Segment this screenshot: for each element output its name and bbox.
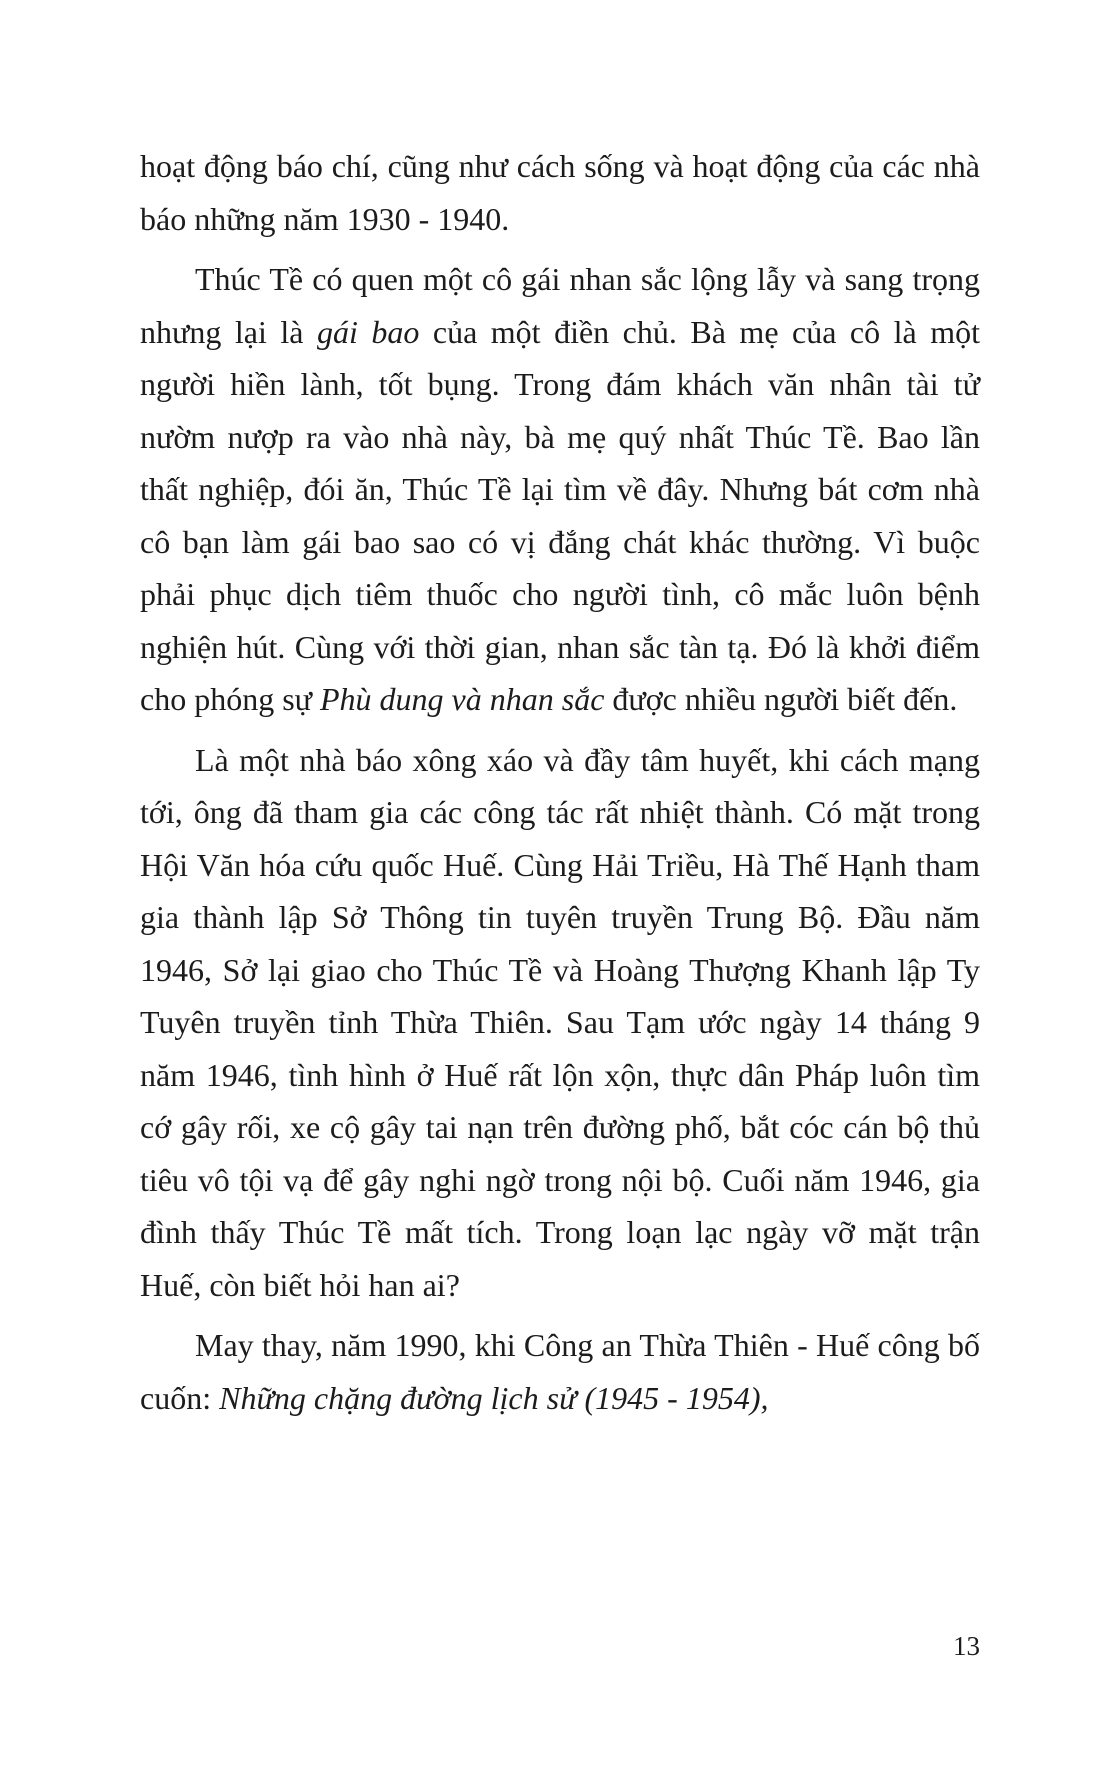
paragraph-2-text-c: được nhiều người biết đến. [604, 681, 958, 717]
paragraph-2-text-a: Thúc Tề có quen một cô gái nhan sắc lộng lẫy và sang trọng nhưng lại là [140, 261, 980, 350]
paragraph-3-text: Là một nhà báo xông xáo và đầy tâm huyết, khi cách mạng tới, ông đã tham gia các công tác rất nhiệt thành. Có mặt trong Hội Văn hóa cứu quốc Huế. Cùng Hải Triều, Hà Thế Hạnh tham gia thành lập Sở Thông tin tuyên truyền Trung Bộ. Đầu năm 1946, Sở lại giao cho Thúc Tề và Hoàng Thượng Khanh lập Ty Tuyên truyền tỉnh Thừa Thiên. Sau Tạm ước ngày 14 tháng 9 năm 1946, tình hình ở Huế rất lộn xộn, thực dân Pháp luôn tìm cớ gây rối, xe cộ gây tai nạn trên đường phố, bắt cóc cán bộ thủ tiêu vô tội vạ để gây nghi ngờ trong nội bộ. Cuối năm 1946, gia đình thấy Thúc Tề mất tích. Trong loạn lạc ngày vỡ mặt trận Huế, còn biết hỏi han ai? [140, 741, 980, 1303]
paragraph-2 [140, 253, 980, 726]
paragraph-2-italic-gai-bao: gái bao [316, 313, 420, 350]
paragraph-3 [140, 734, 980, 1312]
paragraph-1-text: hoạt động báo chí, cũng như cách sống và hoạt động của các nhà báo những năm 1930 - 1940. [140, 148, 980, 237]
paragraph-4 [140, 1319, 980, 1424]
paragraph-1 [140, 140, 980, 245]
paragraph-4-text: May thay, năm 1990, khi Công an Thừa Thiên - Huế công bố cuốn: [140, 1327, 980, 1416]
paragraph-2-italic-title: Phù dung và nhan sắc [320, 681, 605, 717]
paragraph-2-text-b: của một điền chủ. Bà mẹ của cô là một người hiền lành, tốt bụng. Trong đám khách văn nhân tài tử nườm nượp ra vào nhà này, bà mẹ quý nhất Thúc Tề. Bao lần thất nghiệp, đói ăn, Thúc Tề lại tìm về đây. Nhưng bát cơm nhà cô bạn làm gái bao sao có vị đắng chát khác thường. Vì buộc phải phục dịch tiêm thuốc cho người tình, cô mắc luôn bệnh nghiện hút. Cùng với thời gian, nhan sắc tàn tạ. Đó là khởi điểm cho phóng sự [140, 313, 981, 717]
paragraph-4-italic-book-title: Những chặng đường lịch sử (1945 - 1954), [219, 1379, 769, 1416]
page-body-text [140, 140, 980, 1424]
page-number: 13 [953, 1631, 980, 1661]
